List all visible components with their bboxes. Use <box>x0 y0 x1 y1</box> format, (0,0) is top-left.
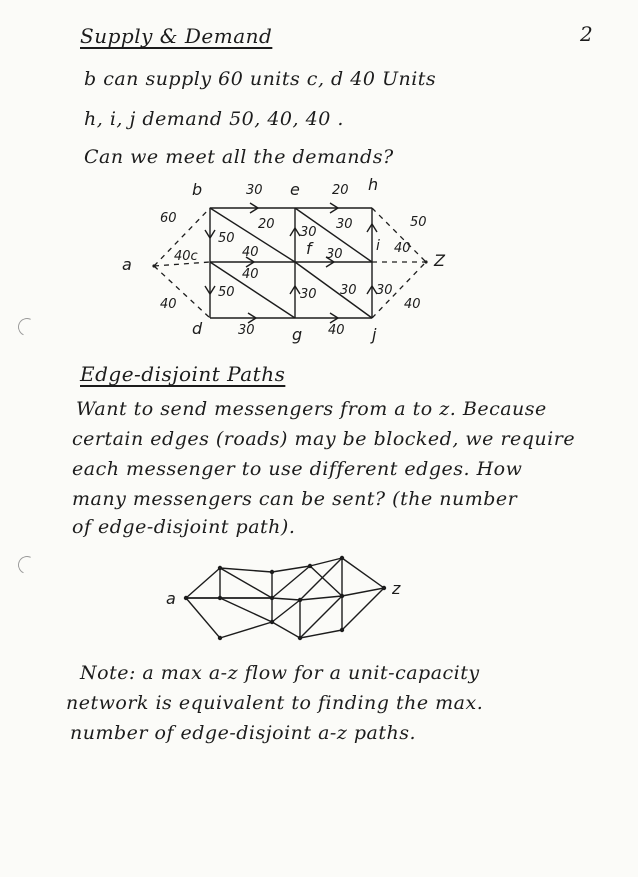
cap-f-g: 30 <box>300 287 317 302</box>
g2-edge <box>220 568 272 598</box>
cap-j-z: 40 <box>404 297 421 312</box>
edge-disjoint-line-5: of edge-disjoint path). <box>72 516 296 538</box>
section-title-supply-demand: Supply & Demand <box>80 24 273 48</box>
cap-c-d: 50 <box>218 285 235 300</box>
punch-hole-top <box>15 315 38 338</box>
cap-f-j: 30 <box>340 283 357 298</box>
g2-node <box>218 636 222 640</box>
edge-disjoint-line-4: many messengers can be sent? (the number <box>72 488 518 510</box>
node-label-i: i <box>376 238 380 254</box>
cap-b-e: 30 <box>246 183 263 198</box>
note-line-2: network is equivalent to finding the max. <box>66 692 484 714</box>
g2-edge <box>300 596 342 600</box>
g2-edge <box>342 558 384 588</box>
g2-node <box>340 594 344 598</box>
cap-i-j: 30 <box>376 283 393 298</box>
edge-disjoint-line-3: each messenger to use different edges. How <box>72 458 523 480</box>
edge-disjoint-graph <box>160 550 410 650</box>
g2-edge <box>300 558 342 600</box>
punch-hole-bottom <box>15 553 38 576</box>
question-line: Can we meet all the demands? <box>84 146 394 168</box>
bleed-through-text <box>430 108 434 122</box>
node-label-a: a <box>122 255 132 274</box>
g2-edge <box>272 600 300 622</box>
g2-node <box>308 564 312 568</box>
g2-edge <box>272 622 300 638</box>
node-label-j: j <box>372 325 377 344</box>
g2-edge <box>220 622 272 638</box>
note-line-1: Note: a max a-z flow for a unit-capacity <box>80 662 480 684</box>
node-a-dot <box>152 264 155 267</box>
cap-a-b: 60 <box>160 211 177 226</box>
g2-node <box>218 566 222 570</box>
supply-line: b can supply 60 units c, d 40 Units <box>84 68 437 90</box>
node-label-b: b <box>192 180 203 199</box>
g2-label-a: a <box>166 589 176 608</box>
node-label-f: f <box>306 239 312 258</box>
cap-d-g: 30 <box>238 323 255 338</box>
cap-e-i: 30 <box>336 217 353 232</box>
g2-node <box>184 596 188 600</box>
cap-a-d: 40 <box>160 297 177 312</box>
section-title-edge-disjoint: Edge-disjoint Paths <box>80 362 286 386</box>
g2-edge <box>272 598 300 600</box>
node-label-d: d <box>192 319 203 338</box>
node-label-h: h <box>368 175 379 194</box>
edge-disjoint-line-2: certain edges (roads) may be blocked, we require <box>72 428 576 450</box>
node-z-dot <box>424 260 427 263</box>
cap-f-i: 30 <box>326 247 343 262</box>
cap-i-z: 40 <box>394 241 411 256</box>
demand-line: h, i, j demand 50, 40, 40 . <box>84 108 344 130</box>
g2-node <box>270 620 274 624</box>
g2-node <box>340 628 344 632</box>
flow-network-diagram <box>110 170 450 350</box>
g2-edge <box>310 566 342 596</box>
node-label-g: g <box>292 325 303 344</box>
page-number: 2 <box>580 22 594 46</box>
g2-node <box>218 596 222 600</box>
cap-b-c: 50 <box>218 231 235 246</box>
g2-edge <box>186 568 220 598</box>
cap-c-g: 40 <box>242 267 259 282</box>
cap-a-c: 40c <box>174 249 198 264</box>
node-label-z: Z <box>434 251 445 270</box>
g2-node <box>298 598 302 602</box>
g2-node <box>270 570 274 574</box>
g2-node <box>270 596 274 600</box>
cap-b-f: 20 <box>258 217 275 232</box>
g2-label-z: z <box>392 579 401 598</box>
node-label-e: e <box>290 180 300 199</box>
cap-h-z: 50 <box>410 215 427 230</box>
g2-edge <box>220 598 272 622</box>
cap-g-j: 40 <box>328 323 345 338</box>
cap-e-h: 20 <box>332 183 349 198</box>
g2-node <box>298 636 302 640</box>
cap-c-f: 40 <box>242 245 259 260</box>
edge-disjoint-line-1: Want to send messengers from a to z. Because <box>76 398 547 420</box>
note-line-3: number of edge-disjoint a-z paths. <box>70 722 417 744</box>
g2-node <box>382 586 386 590</box>
cap-e-f: 30 <box>300 225 317 240</box>
g2-node <box>340 556 344 560</box>
g2-edge <box>220 568 272 572</box>
g2-edge <box>186 598 220 638</box>
